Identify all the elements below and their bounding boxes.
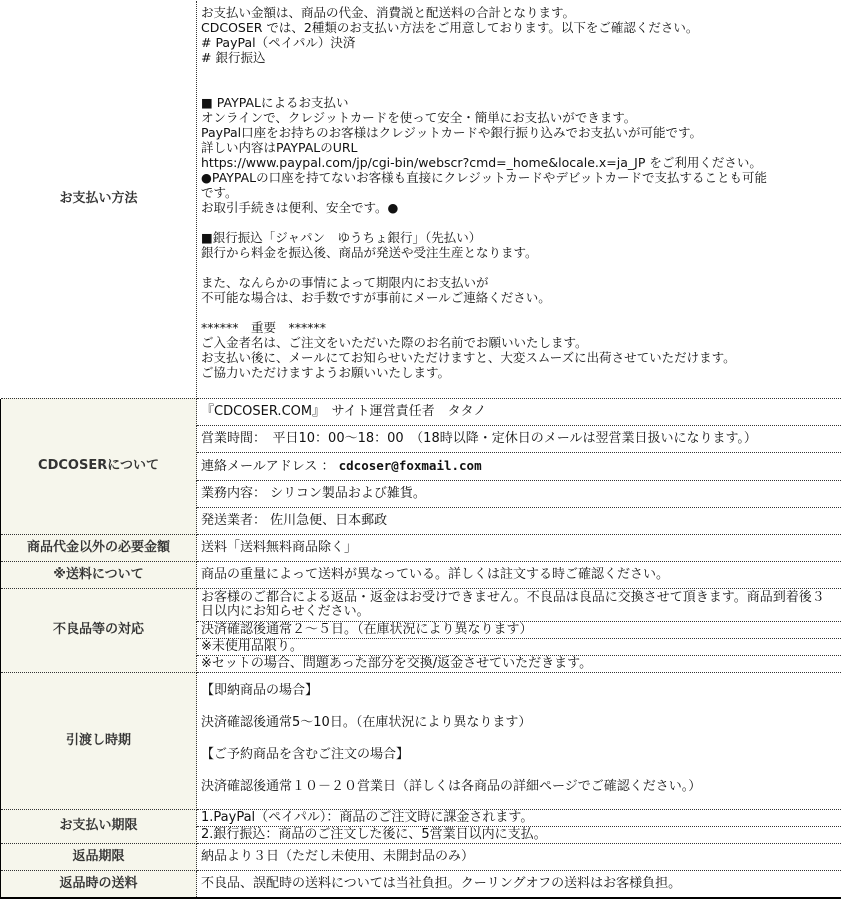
payment-deadline-label: お支払い期限 — [1, 809, 197, 843]
shipping-note-label: ※送料について — [1, 561, 197, 588]
text-line: ****** 重要 ****** — [201, 320, 837, 335]
text-line: 決済確認後通常5～10日。（在庫状況により異なります） — [201, 715, 837, 731]
text-line — [201, 731, 837, 747]
delivery-content — [197, 672, 841, 809]
defective-set-policy-cell: ※セットの場合、問題あった部分を交換/返金させていただきます。 — [197, 655, 841, 672]
text-line: 決済確認後通常１０－２０営業日（詳しくは各商品の詳細ページでご確認ください。） — [201, 779, 837, 795]
business-hours-cell: 営業時間： 平日10：00～18：00 （18時以降・定休日のメールは翌営業日扱いになります。） — [197, 425, 841, 452]
contact-email-value: cdcoser@foxmail.com — [339, 458, 482, 473]
return-deadline-label: 返品期限 — [1, 843, 197, 870]
text-line — [201, 699, 837, 715]
about-cdcoser-label: CDCOSERについて — [1, 398, 197, 534]
contact-email-cell — [197, 452, 841, 480]
payment-method-lines — [201, 5, 837, 394]
text-line — [201, 65, 837, 80]
return-shipping-content: 不良品、誤配時の送料については当社負担。クーリングオフの送料はお客様負担。 — [197, 870, 841, 898]
payment-method-content — [197, 1, 841, 399]
text-line: 詳しい内容はPAYPALのURL — [201, 140, 837, 155]
return-shipping-row — [1, 870, 841, 898]
extra-fees-content: 送料「送料無料商品除く」 — [197, 534, 841, 561]
payment-deadline-paypal-cell: 1.PayPal（ペイパル）：商品のご注文時に課金されます。 — [197, 809, 841, 826]
text-line: https://www.paypal.com/jp/cgi-bin/webscr?cmd=_home&locale.x=ja_JP をご利用ください。 — [201, 155, 837, 170]
text-line: ●PAYPALの口座を持てないお客様も直接にクレジットカードやデビットカードで支払することも可能 — [201, 170, 837, 185]
text-line: PayPal口座をお持ちのお客様はクレジットカードや銀行振り込みでお支払いが可能です。 — [201, 125, 837, 140]
text-line — [201, 763, 837, 779]
text-line: オンラインで、クレジットカードを使って安全・簡単にお支払いができます。 — [201, 110, 837, 125]
shipping-note-content: 商品の重量によって送料が異なっている。詳しくは註文する時ご確認ください。 — [197, 561, 841, 588]
text-line: ご協力いただけますようお願いいたします。 — [201, 365, 837, 380]
defective-lead-time-cell: 決済確認後通常２～５日。（在庫状況により異なります） — [197, 621, 841, 638]
text-line: # PayPal（ペイパル）決済 — [201, 35, 837, 50]
payment-method-row — [1, 1, 841, 399]
text-line: # 銀行振込 — [201, 50, 837, 65]
text-line: です。 — [201, 185, 837, 200]
text-line — [201, 260, 837, 275]
return-shipping-label: 返品時の送料 — [1, 870, 197, 898]
shipping-carrier-cell: 発送業者： 佐川急便、日本郵政 — [197, 507, 841, 534]
text-line — [201, 215, 837, 230]
text-line: また、なんらかの事情によって期限内にお支払いが — [201, 275, 837, 290]
payment-deadline-bank-cell: 2.銀行振込：商品のご注文した後に、5営業日以内に支払。 — [197, 826, 841, 843]
return-deadline-content: 納品より３日（ただし未使用、未開封品のみ） — [197, 843, 841, 870]
text-line: 【即納商品の場合】 — [201, 683, 837, 699]
text-line — [201, 80, 837, 95]
about-cdcoser-row — [1, 398, 841, 425]
text-line: ご入金者名は、ご注文をいただいた際のお名前でお願いいたします。 — [201, 335, 837, 350]
business-scope-cell: 業務内容： シリコン製品および雑貨。 — [197, 480, 841, 507]
text-line: ■銀行振込「ジャパン ゆうちょ銀行」（先払い） — [201, 230, 837, 245]
defective-row — [1, 588, 841, 621]
delivery-lines — [201, 677, 837, 805]
extra-fees-label: 商品代金以外の必要金額 — [1, 534, 197, 561]
extra-fees-row — [1, 534, 841, 561]
site-operator-cell: 『CDCOSER.COM』 サイト運営責任者 タタノ — [197, 398, 841, 425]
payment-method-label: お支払い方法 — [1, 1, 197, 399]
text-line: お取引手続きは便利、安全です。● — [201, 200, 837, 215]
return-deadline-row — [1, 843, 841, 870]
text-line: CDCOSER では、2種類のお支払い方法をご用意しております。以下をご確認ください。 — [201, 20, 837, 35]
text-line: ■ PAYPALによるお支払い — [201, 95, 837, 110]
text-line: 不可能な場合は、お手数ですが事前にメールご連絡ください。 — [201, 290, 837, 305]
delivery-row — [1, 672, 841, 809]
text-line: 【ご予約商品を含むご注文の場合】 — [201, 747, 837, 763]
defective-unused-only-cell: ※未使用品限り。 — [197, 638, 841, 655]
contact-email-label: 連絡メールアドレス ： — [201, 459, 339, 474]
defective-label: 不良品等の対応 — [1, 588, 197, 672]
text-line: お支払い後に、メールにてお知らせいただけますと、大変スムーズに出荷させていただけます。 — [201, 350, 837, 365]
text-line: 銀行から料金を振込後、商品が発送や受注生産となります。 — [201, 245, 837, 260]
payment-deadline-row — [1, 809, 841, 826]
defective-policy-cell: お客様のご都合による返品・返金はお受けできません。不良品は良品に交換させて頂きます。商品到着後３日以内にお知らせください。 — [197, 588, 841, 621]
text-line: お支払い金額は、商品の代金、消費説と配送料の合計となります。 — [201, 5, 837, 20]
shipping-note-row — [1, 561, 841, 588]
text-line — [201, 305, 837, 320]
delivery-label: 引渡し時期 — [1, 672, 197, 809]
